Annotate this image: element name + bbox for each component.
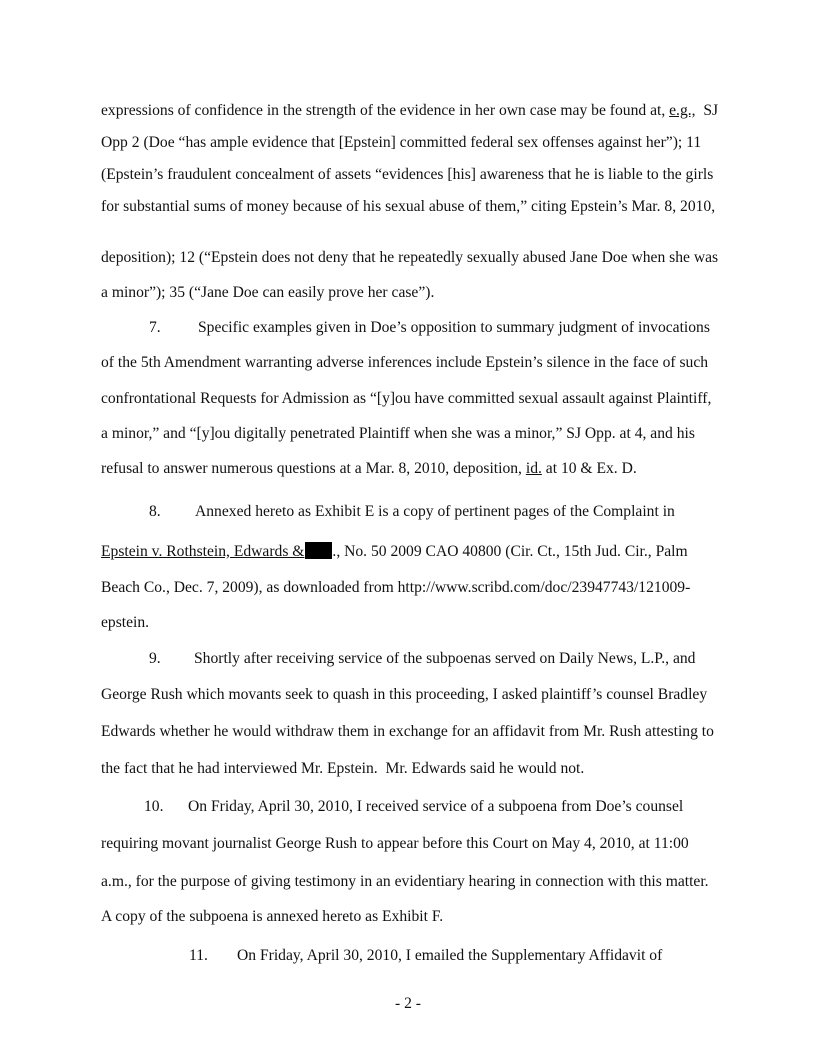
paragraph-number: 8. xyxy=(149,503,161,520)
text-line: A copy of the subpoena is annexed hereto as Exhibit F. xyxy=(101,908,444,925)
underlined-citation: e.g., xyxy=(669,102,696,119)
paragraph-7-line: 7. Specific examples given in Doe’s opposition to summary judgment of invocations xyxy=(149,319,710,336)
page-number: - 2 - xyxy=(395,995,421,1012)
text-line: Beach Co., Dec. 7, 2009), as downloaded from http://www.scribd.com/doc/23947743/121009- xyxy=(101,579,691,596)
text-line: Epstein v. Rothstein, Edwards & ., No. 50 2009 CAO 40800 (Cir. Ct., 15th Jud. Cir., Palm xyxy=(101,543,688,560)
text-line: Edwards whether he would withdraw them in exchange for an affidavit from Mr. Rush attesting to xyxy=(101,723,714,740)
paragraph-number: 10. xyxy=(144,798,164,815)
text-line: epstein. xyxy=(101,614,150,631)
redaction-box xyxy=(305,542,332,559)
case-caption: Epstein v. Rothstein, Edwards & xyxy=(101,543,305,560)
text-line: George Rush which movants seek to quash in this proceeding, I asked plaintiff’s counsel Bradley xyxy=(101,686,708,703)
text-line: a minor,” and “[y]ou digitally penetrated Plaintiff when she was a minor,” SJ Opp. at 4, and his xyxy=(101,425,695,442)
text-line: (Epstein’s fraudulent concealment of assets “evidences [his] awareness that he is liable to the girls xyxy=(101,166,714,183)
text-line: for substantial sums of money because of his sexual abuse of them,” citing Epstein’s Mar. 8, 2010, xyxy=(101,198,716,215)
paragraph-number: 9. xyxy=(149,650,161,667)
paragraph-9-line: 9. Shortly after receiving service of the subpoenas served on Daily News, L.P., and xyxy=(149,650,696,667)
text-line: a.m., for the purpose of giving testimony in an evidentiary hearing in connection with this matter. xyxy=(101,873,709,890)
text-line: of the 5th Amendment warranting adverse inferences include Epstein’s silence in the face of such xyxy=(101,354,709,371)
paragraph-10-line: 10. On Friday, April 30, 2010, I received service of a subpoena from Doe’s counsel xyxy=(144,798,684,815)
paragraph-11-line: 11. On Friday, April 30, 2010, I emailed the Supplementary Affidavit of xyxy=(189,947,663,964)
text-line: the fact that he had interviewed Mr. Epstein. Mr. Edwards said he would not. xyxy=(101,760,585,777)
text-line: Opp 2 (Doe “has ample evidence that [Epstein] committed federal sex offenses against her”); 11 xyxy=(101,134,702,151)
text-line: refusal to answer numerous questions at a Mar. 8, 2010, deposition, id. at 10 & Ex. D. xyxy=(101,460,637,477)
paragraph-8-line: 8. Annexed hereto as Exhibit E is a copy of pertinent pages of the Complaint in xyxy=(149,503,675,520)
text-line: confrontational Requests for Admission as “[y]ou have committed sexual assault against Plaintiff, xyxy=(101,390,712,407)
paragraph-number: 11. xyxy=(189,947,208,964)
text-line: deposition); 12 (“Epstein does not deny that he repeatedly sexually abused Jane Doe when she was xyxy=(101,249,719,266)
text-line: requiring movant journalist George Rush to appear before this Court on May 4, 2010, at 11:00 xyxy=(101,835,689,852)
text-line: a minor”); 35 (“Jane Doe can easily prove her case”). xyxy=(101,284,435,301)
text-line: expressions of confidence in the strength of the evidence in her own case may be found at, e.g., SJ xyxy=(101,102,719,119)
paragraph-number: 7. xyxy=(149,319,161,336)
underlined-citation: id. xyxy=(525,460,542,477)
